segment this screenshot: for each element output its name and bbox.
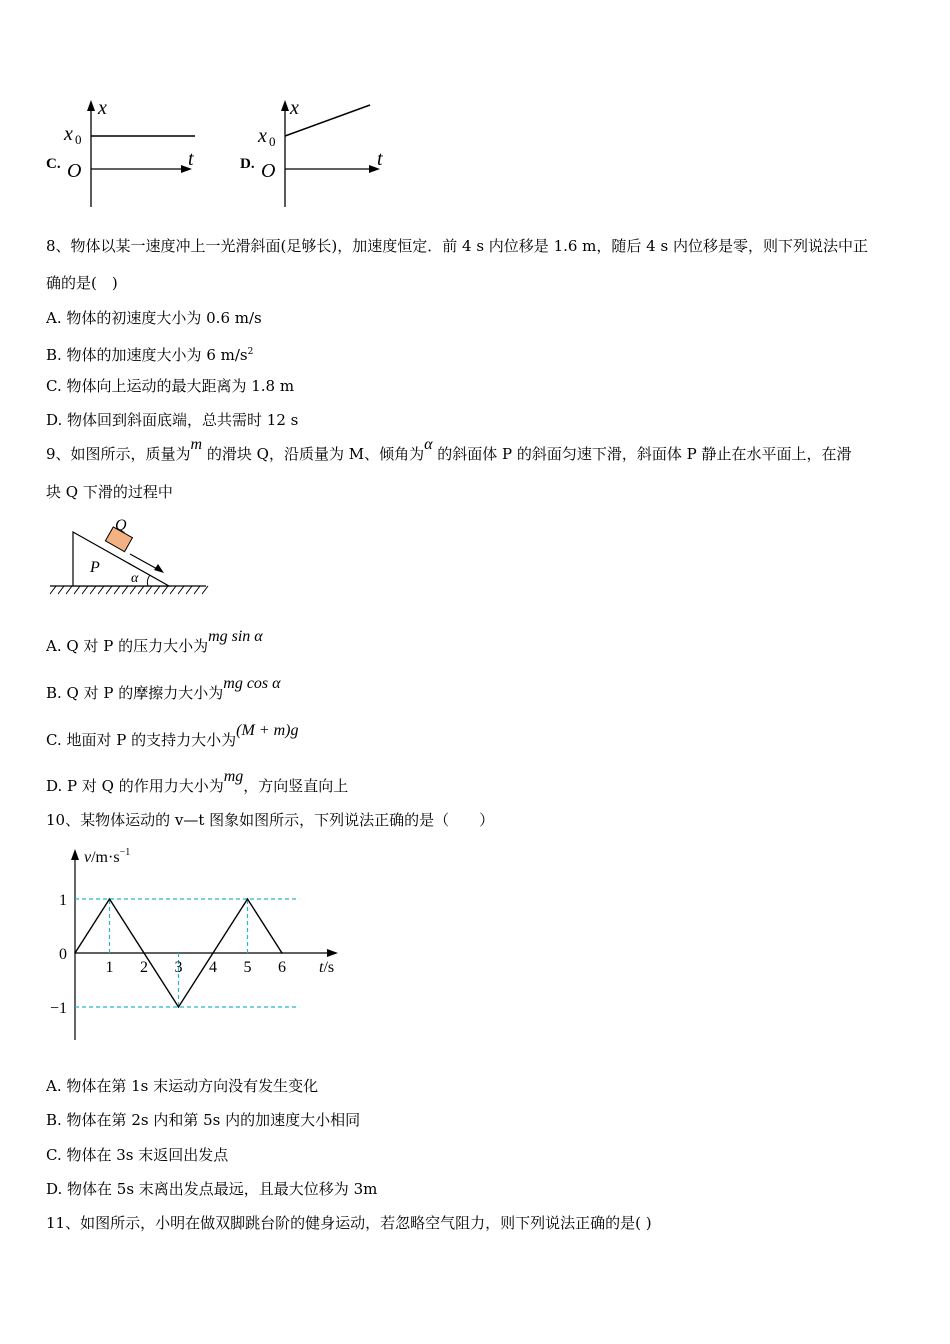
q10-option-a: A. 物体在第 1s 末运动方向没有发生变化 (46, 1077, 319, 1095)
q9-option-c-text: C. 地面对 P 的支持力大小为 (46, 731, 237, 749)
vt-x-tick-5: 5 (243, 959, 252, 976)
graph-c-svg (40, 95, 210, 213)
graph-d-x0-subscript: 0 (269, 134, 276, 149)
vt-x-axis-label-t: t (319, 959, 324, 976)
q9-stem-part3: 的斜面体 P 的斜面匀速下滑，斜面体 P 静止在水平面上，在滑 (432, 445, 852, 463)
q8-option-a: A. 物体的初速度大小为 0.6 m/s (46, 309, 262, 327)
vt-x-tick-2: 2 (140, 959, 148, 976)
graph-d-origin-label: O (261, 160, 276, 182)
graph-c-y-axis-label: x (98, 97, 107, 119)
vt-y-axis-label-sup: −1 (119, 847, 131, 858)
vt-chart-svg (40, 840, 350, 1045)
q9-stem-line2: 块 Q 下滑的过程中 (46, 483, 173, 501)
vt-y-axis-label-unit: /m·s (91, 849, 120, 866)
vt-y-tick-0: 1 (59, 892, 67, 909)
graph-c (40, 95, 210, 213)
graph-c-x0-subscript: 0 (75, 132, 82, 147)
q9-option-d-math: mg (223, 768, 244, 785)
graph-c-origin-label: O (67, 160, 82, 182)
q10-option-b: B. 物体在第 2s 内和第 5s 内的加速度大小相同 (46, 1111, 361, 1129)
q8-stem-line1: 8、物体以某一速度冲上一光滑斜面(足够长)，加速度恒定．前 4 s 内位移是 1.6 m，随后 4 s 内位移是零，则下列说法中正 (46, 237, 868, 255)
q9-option-c-math: (M + m)g (236, 722, 299, 739)
vt-point-0-4 (212, 952, 214, 954)
option-d-label: D. (240, 156, 255, 172)
angle-label: α (131, 571, 139, 586)
q9-option-d-tail: ，方向竖直向上 (243, 777, 349, 795)
graph-d-x-axis-label: t (377, 148, 383, 170)
graph-c-x-axis-label: t (188, 148, 194, 170)
vt-y-axis-label-v: v (84, 849, 92, 866)
q11-stem: 11、如图所示，小明在做双脚跳台阶的健身运动，若忽略空气阻力，则下列说法正确的是( ) (46, 1214, 652, 1232)
vt-point-0-0 (74, 952, 76, 954)
q9-option-a (46, 628, 263, 657)
q9-option-d (46, 768, 349, 797)
vt-y-axis-label (84, 847, 130, 866)
q9-angle-symbol: α (424, 436, 433, 453)
incline-figure (46, 510, 216, 600)
vt-x-tick-6: 6 (278, 959, 286, 976)
q9-stem-part2: 的滑块 Q，沿质量为 M、倾角为 (202, 445, 425, 463)
q8-option-b-text: B. 物体的加速度大小为 6 m/s (46, 346, 248, 364)
q9-option-c (46, 722, 299, 751)
q9-option-b-math: mg cos α (223, 675, 281, 692)
block-label: Q (115, 517, 127, 534)
incline-figure-svg (46, 510, 216, 600)
graph-d-svg (234, 95, 404, 213)
graph-d-x0-label: x (258, 125, 267, 147)
option-c-label: C. (46, 156, 61, 172)
q9-option-b (46, 675, 281, 704)
vt-x-tick-1: 1 (105, 959, 114, 976)
q9-option-b-text: B. Q 对 P 的摩擦力大小为 (46, 684, 224, 702)
graph-c-x0-label: x (64, 123, 73, 145)
q10-option-d: D. 物体在 5s 末离出发点最远，且最大位移为 3m (46, 1180, 378, 1198)
vt-y-tick-1: 0 (59, 946, 67, 963)
q9-option-a-text: A. Q 对 P 的压力大小为 (46, 637, 209, 655)
graph-d (234, 95, 404, 213)
graph-d-y-axis-label: x (290, 97, 299, 119)
q8-option-c: C. 物体向上运动的最大距离为 1.8 m (46, 377, 295, 395)
q9-stem-line1 (46, 436, 852, 465)
vt-y-tick-2: −1 (49, 1000, 67, 1017)
q9-stem-part1: 9、如图所示，质量为 (46, 445, 191, 463)
ground-hatching (50, 586, 208, 594)
q9-mass-symbol: m (190, 436, 203, 453)
q8-option-d: D. 物体回到斜面底端，总共需时 12 s (46, 411, 299, 429)
q10-stem: 10、某物体运动的 v—t 图象如图所示，下列说法正确的是（ ） (46, 811, 495, 829)
vt-x-axis-label (319, 959, 334, 976)
vt-x-tick-4: 4 (209, 959, 217, 976)
vt-point-0-2 (143, 952, 145, 954)
q9-option-d-text: D. P 对 Q 的作用力大小为 (46, 777, 224, 795)
vt-chart (40, 840, 350, 1045)
q9-option-a-math: mg sin α (208, 628, 263, 645)
q8-option-b (46, 342, 253, 365)
vt-x-axis-arrow (327, 949, 338, 957)
q8-stem-line2: 确的是( ) (46, 274, 118, 292)
incline-label: P (90, 559, 100, 576)
vt-point-0-5 (247, 898, 249, 900)
q8-option-b-sup: 2 (247, 347, 254, 357)
vt-y-axis-arrow (71, 849, 79, 860)
vt-point-0-6 (281, 952, 283, 954)
vt-point-0-3 (178, 1006, 180, 1008)
vt-point-0-1 (109, 898, 111, 900)
q10-option-c: C. 物体在 3s 末返回出发点 (46, 1146, 229, 1164)
vt-x-axis-label-unit: /s (323, 959, 335, 976)
vt-x-tick-3: 3 (174, 959, 183, 976)
